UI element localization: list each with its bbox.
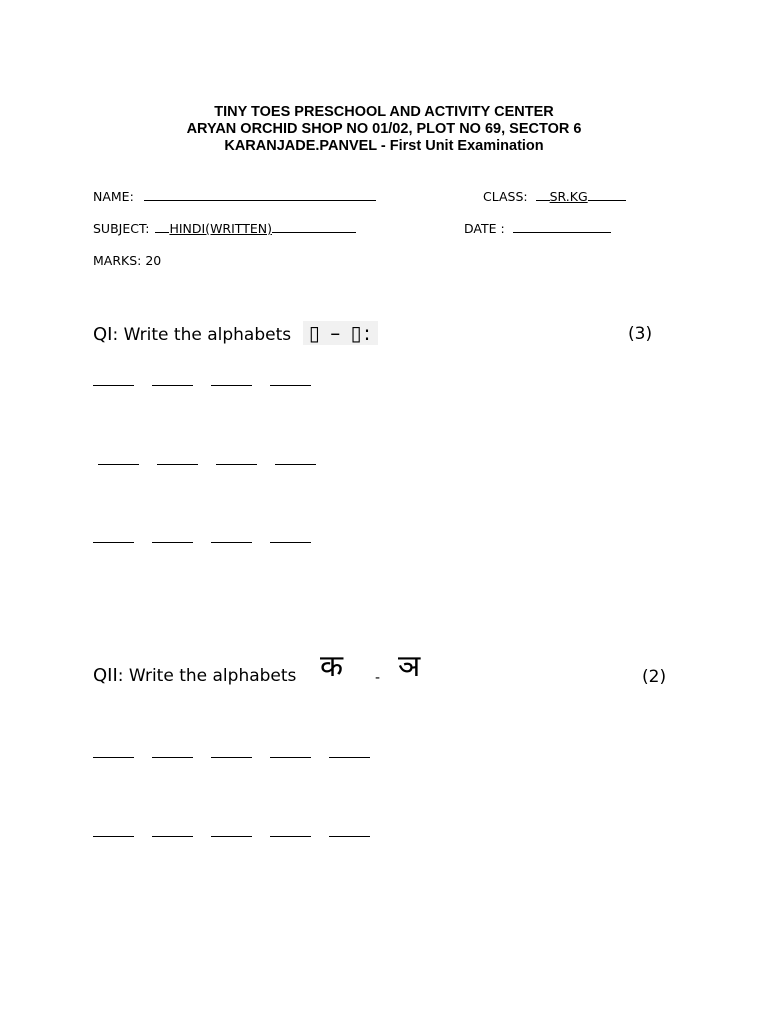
school-header bbox=[0, 104, 768, 155]
answer-blank[interactable] bbox=[329, 756, 370, 758]
answer-blank[interactable] bbox=[93, 384, 134, 386]
class-label: CLASS: bbox=[483, 189, 528, 204]
answer-blank[interactable] bbox=[211, 835, 252, 837]
question-1-range bbox=[303, 321, 378, 345]
date-label: DATE : bbox=[464, 221, 505, 236]
answer-blank[interactable] bbox=[270, 541, 311, 543]
answer-blank[interactable] bbox=[152, 756, 193, 758]
class-blank-left bbox=[536, 188, 550, 201]
question-2 bbox=[93, 665, 296, 686]
class-field bbox=[483, 188, 626, 204]
answer-blank[interactable] bbox=[211, 756, 252, 758]
question-1-marks: (3) bbox=[628, 324, 653, 344]
header-line-3: KARANJADE.PANVEL - First Unit Examination bbox=[224, 138, 544, 154]
header-line-1: TINY TOES PRESCHOOL AND ACTIVITY CENTER bbox=[214, 104, 554, 120]
q2-answer-row-2 bbox=[93, 835, 370, 837]
q1-answer-row-1 bbox=[93, 384, 311, 386]
q2-answer-row-1 bbox=[93, 756, 370, 758]
letter-range-dash: - bbox=[375, 670, 381, 686]
marks-total: MARKS: 20 bbox=[93, 253, 162, 268]
date-blank[interactable] bbox=[513, 220, 611, 233]
answer-blank[interactable] bbox=[93, 756, 134, 758]
header-line-2: ARYAN ORCHID SHOP NO 01/02, PLOT NO 69, SECTOR 6 bbox=[186, 121, 582, 137]
subject-label: SUBJECT: bbox=[93, 221, 150, 236]
question-1 bbox=[93, 321, 378, 345]
answer-blank[interactable] bbox=[270, 756, 311, 758]
question-1-number: QI bbox=[93, 324, 113, 345]
name-label: NAME: bbox=[93, 189, 134, 204]
answer-blank[interactable] bbox=[152, 835, 193, 837]
date-field bbox=[464, 220, 611, 236]
answer-blank[interactable] bbox=[152, 541, 193, 543]
question-1-text: : Write the alphabets bbox=[112, 325, 292, 345]
class-blank-right bbox=[588, 188, 626, 201]
answer-blank[interactable] bbox=[270, 835, 311, 837]
letter-nya: ञ bbox=[398, 649, 421, 684]
range-end-glyph: ▯: bbox=[350, 321, 373, 345]
answer-blank[interactable] bbox=[157, 463, 198, 465]
q1-answer-row-3 bbox=[93, 541, 311, 543]
subject-value: HINDI(WRITTEN) bbox=[169, 221, 272, 236]
answer-blank[interactable] bbox=[216, 463, 257, 465]
answer-blank[interactable] bbox=[211, 384, 252, 386]
subject-field bbox=[93, 220, 356, 236]
q1-answer-row-2 bbox=[98, 463, 316, 465]
class-value: SR.KG bbox=[549, 189, 588, 204]
answer-blank[interactable] bbox=[93, 835, 134, 837]
letter-ka: क bbox=[320, 649, 344, 684]
answer-blank[interactable] bbox=[211, 541, 252, 543]
answer-blank[interactable] bbox=[152, 384, 193, 386]
name-blank[interactable] bbox=[144, 188, 376, 201]
subject-blank-right bbox=[272, 220, 356, 233]
range-dash: – bbox=[330, 321, 343, 345]
answer-blank[interactable] bbox=[98, 463, 139, 465]
answer-blank[interactable] bbox=[93, 541, 134, 543]
answer-blank[interactable] bbox=[270, 384, 311, 386]
question-2-number: QII bbox=[93, 665, 118, 686]
subject-blank-left bbox=[155, 220, 169, 233]
answer-blank[interactable] bbox=[329, 835, 370, 837]
range-start-glyph: ▯ bbox=[308, 321, 322, 345]
name-field bbox=[93, 188, 376, 204]
question-2-marks: (2) bbox=[642, 667, 667, 687]
answer-blank[interactable] bbox=[275, 463, 316, 465]
question-2-text: : Write the alphabets bbox=[117, 666, 297, 686]
